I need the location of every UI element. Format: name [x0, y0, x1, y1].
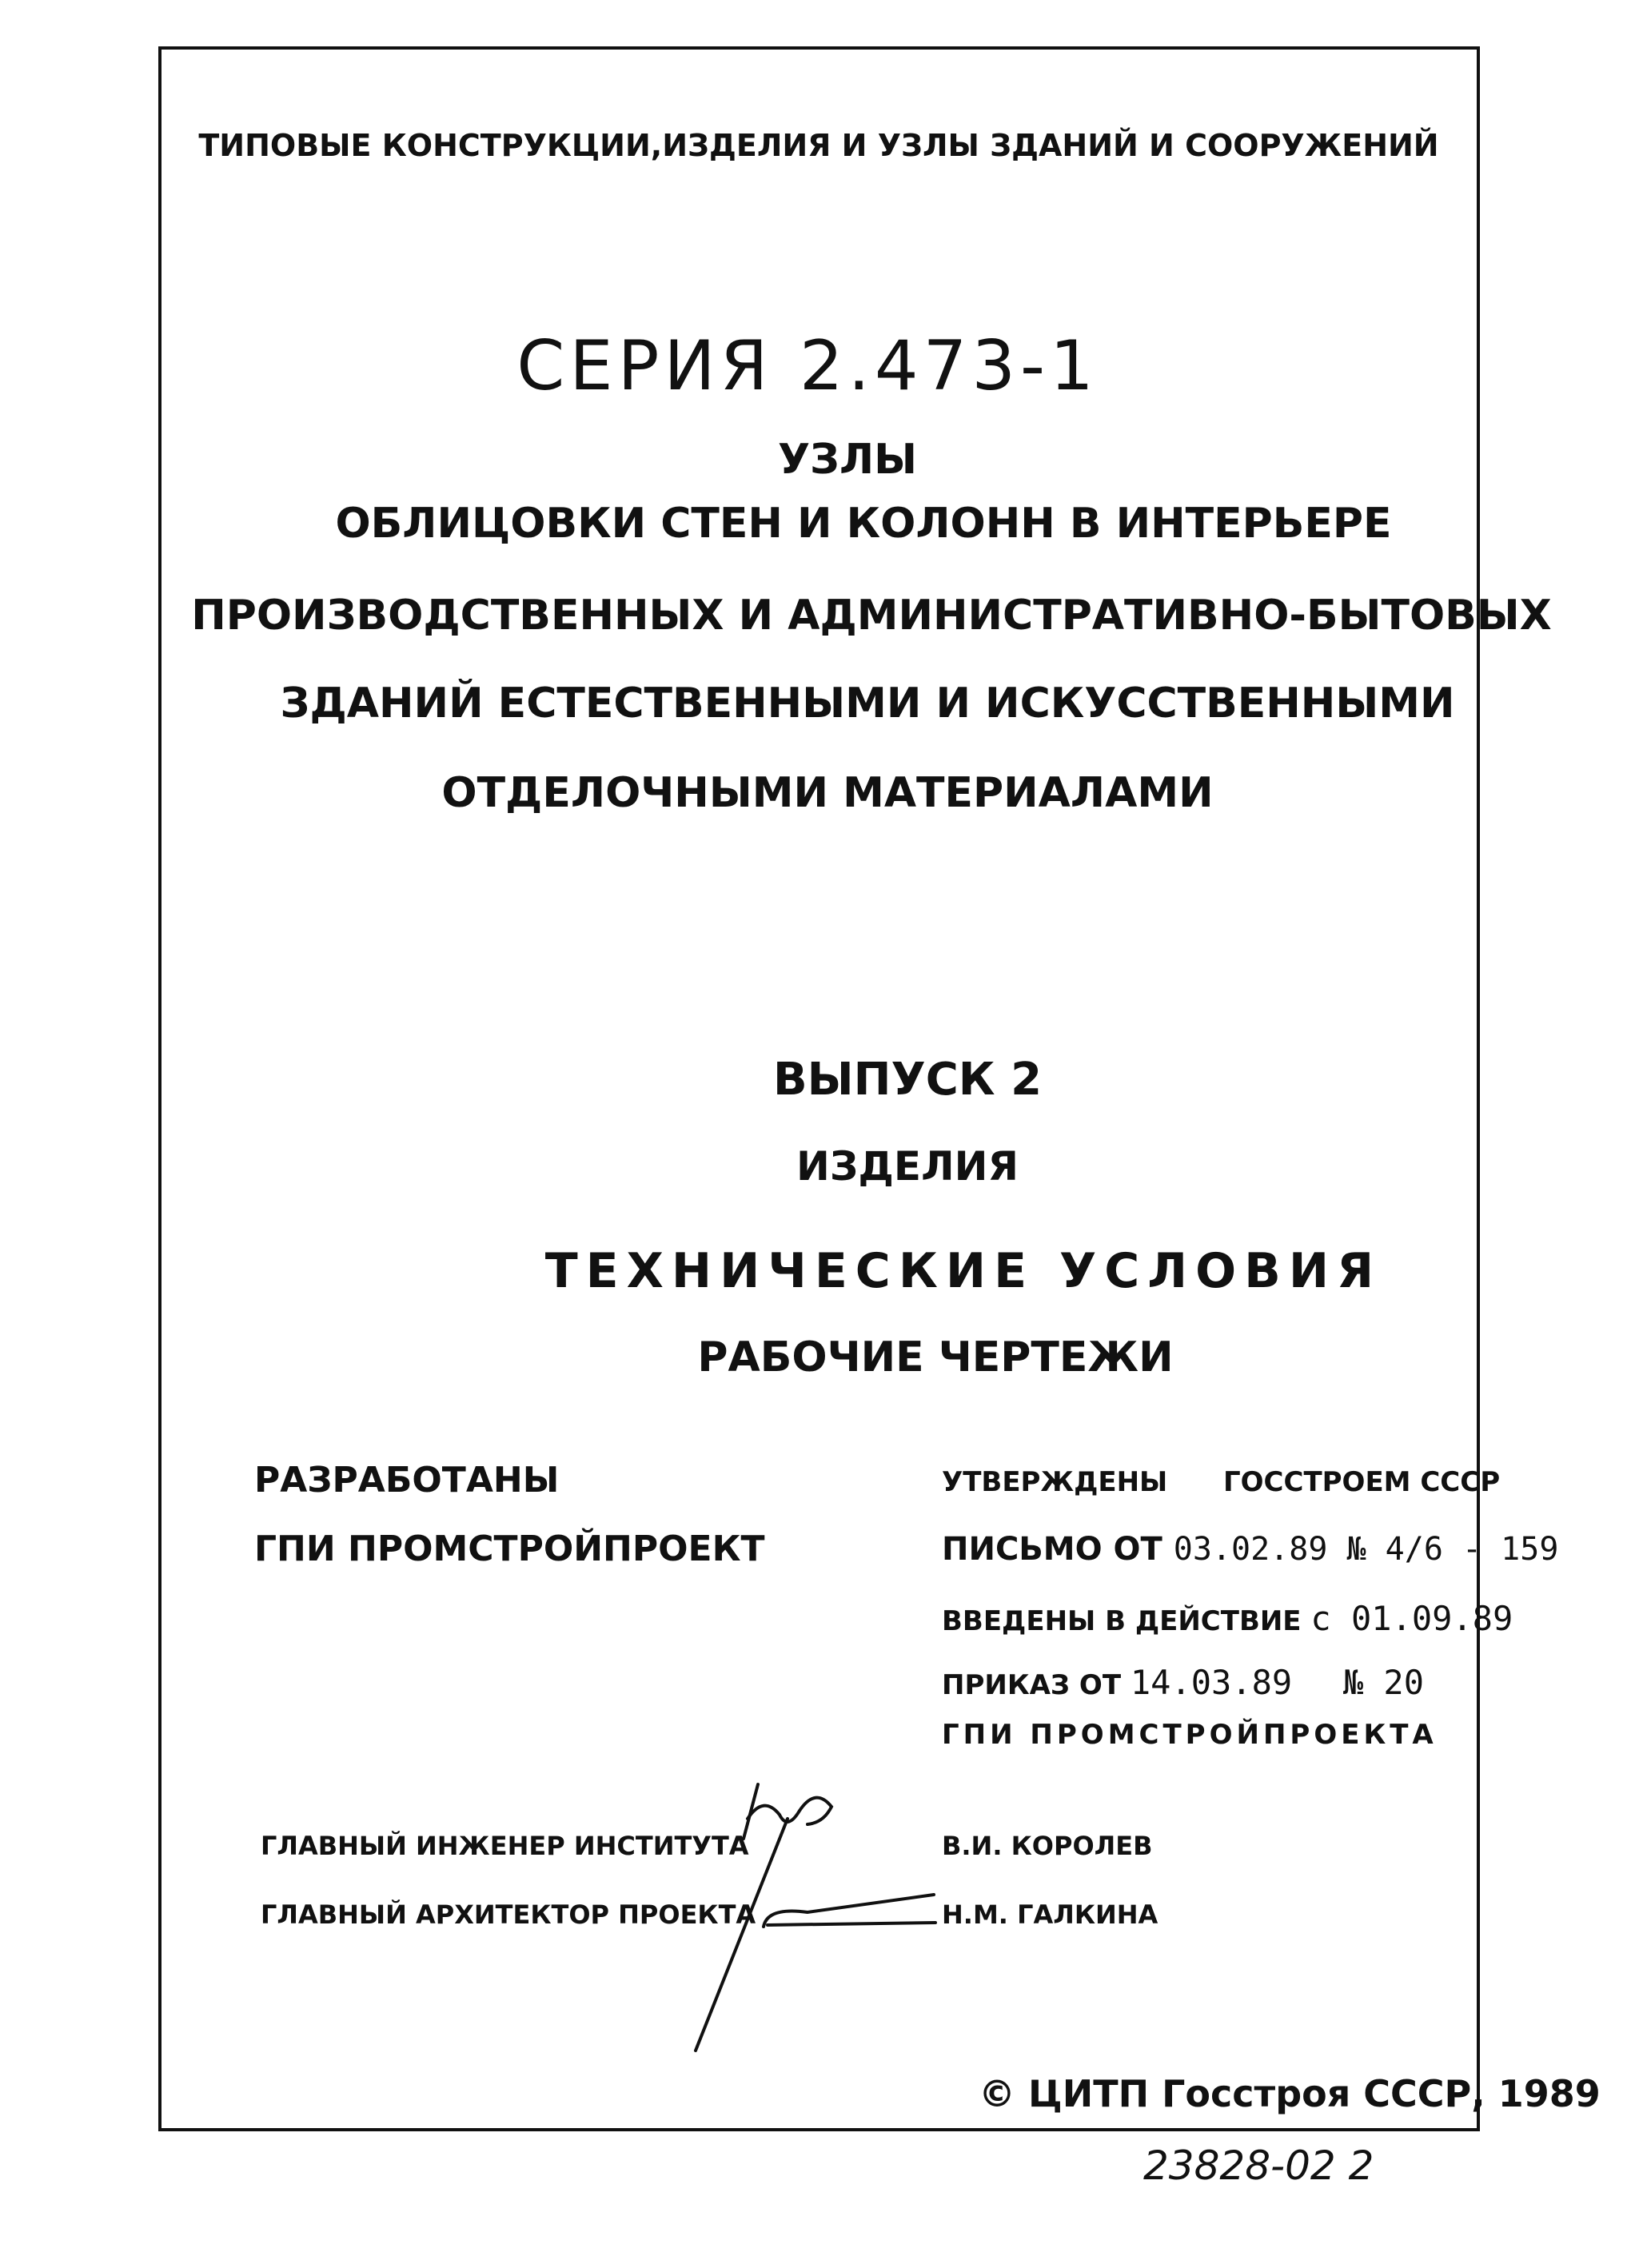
signature-2-line — [768, 1923, 935, 1925]
chief-engineer-name: В.И. КОРОЛЕВ — [942, 1831, 1153, 1861]
order-num: № 20 — [1342, 1663, 1425, 1702]
signature-1-tail — [696, 1819, 788, 2051]
letter-value: 03.02.89 № 4/6 - 159 — [1173, 1531, 1559, 1568]
title-line-4: ОТДЕЛОЧНЫМИ МАТЕРИАЛАМИ — [441, 769, 1214, 817]
working-drawings-label: РАБОЧИЕ ЧЕРТЕЖИ — [697, 1333, 1174, 1381]
enacted-value: с 01.09.89 — [1310, 1599, 1513, 1638]
title-line-1: ОБЛИЦОВКИ СТЕН И КОЛОНН В ИНТЕРЬЕРЕ — [335, 500, 1392, 548]
title-line-0: УЗЛЫ — [777, 436, 918, 484]
enacted-label: ВВЕДЕНЫ В ДЕЙСТВИЕ — [942, 1605, 1302, 1637]
order-label: ПРИКАЗ ОТ — [942, 1669, 1122, 1701]
title-line-3: ЗДАНИЙ ЕСТЕСТВЕННЫМИ И ИСКУССТВЕННЫМИ — [280, 680, 1455, 727]
approved-label: УТВЕРЖДЕНЫ — [942, 1466, 1168, 1498]
developer-org: ГПИ ПРОМСТРОЙПРОЕКТ — [254, 1529, 765, 1569]
tech-conditions-label: ТЕХНИЧЕСКИЕ УСЛОВИЯ — [544, 1243, 1382, 1299]
inventory-number: 23828-02 2 — [1143, 2142, 1374, 2189]
chief-architect-name: Н.М. ГАЛКИНА — [942, 1899, 1158, 1930]
chief-architect-role: ГЛАВНЫЙ АРХИТЕКТОР ПРОЕКТА — [261, 1899, 756, 1930]
title-line-2: ПРОИЗВОДСТВЕННЫХ И АДМИНИСТРАТИВНО-БЫТОВЫХ — [191, 592, 1552, 640]
products-label: ИЗДЕЛИЯ — [796, 1143, 1019, 1190]
approved-by: ГОССТРОЕМ СССР — [1222, 1466, 1501, 1498]
letter-label: ПИСЬМО ОТ — [942, 1531, 1162, 1568]
order-org: ГПИ ПРОМСТРОЙПРОЕКТА — [942, 1719, 1438, 1751]
chief-engineer-role: ГЛАВНЫЙ ИНЖЕНЕР ИНСТИТУТА — [261, 1831, 749, 1861]
signature-strokes — [696, 1784, 935, 2051]
signature-1-loop — [748, 1798, 831, 1824]
series-number: СЕРИЯ 2.473-1 — [516, 326, 1099, 406]
copyright: © ЦИТП Госстроя СССР, 1989 — [979, 2072, 1601, 2115]
issue-number: ВЫПУСК 2 — [772, 1054, 1043, 1106]
signature-1-stroke — [744, 1784, 758, 1839]
order-value: 14.03.89 — [1130, 1663, 1293, 1702]
developed-label: РАЗРАБОТАНЫ — [254, 1460, 560, 1501]
document-header: ТИПОВЫЕ КОНСТРУКЦИИ,ИЗДЕЛИЯ И УЗЛЫ ЗДАНИЙ И СООРУЖЕНИЙ — [198, 128, 1439, 163]
